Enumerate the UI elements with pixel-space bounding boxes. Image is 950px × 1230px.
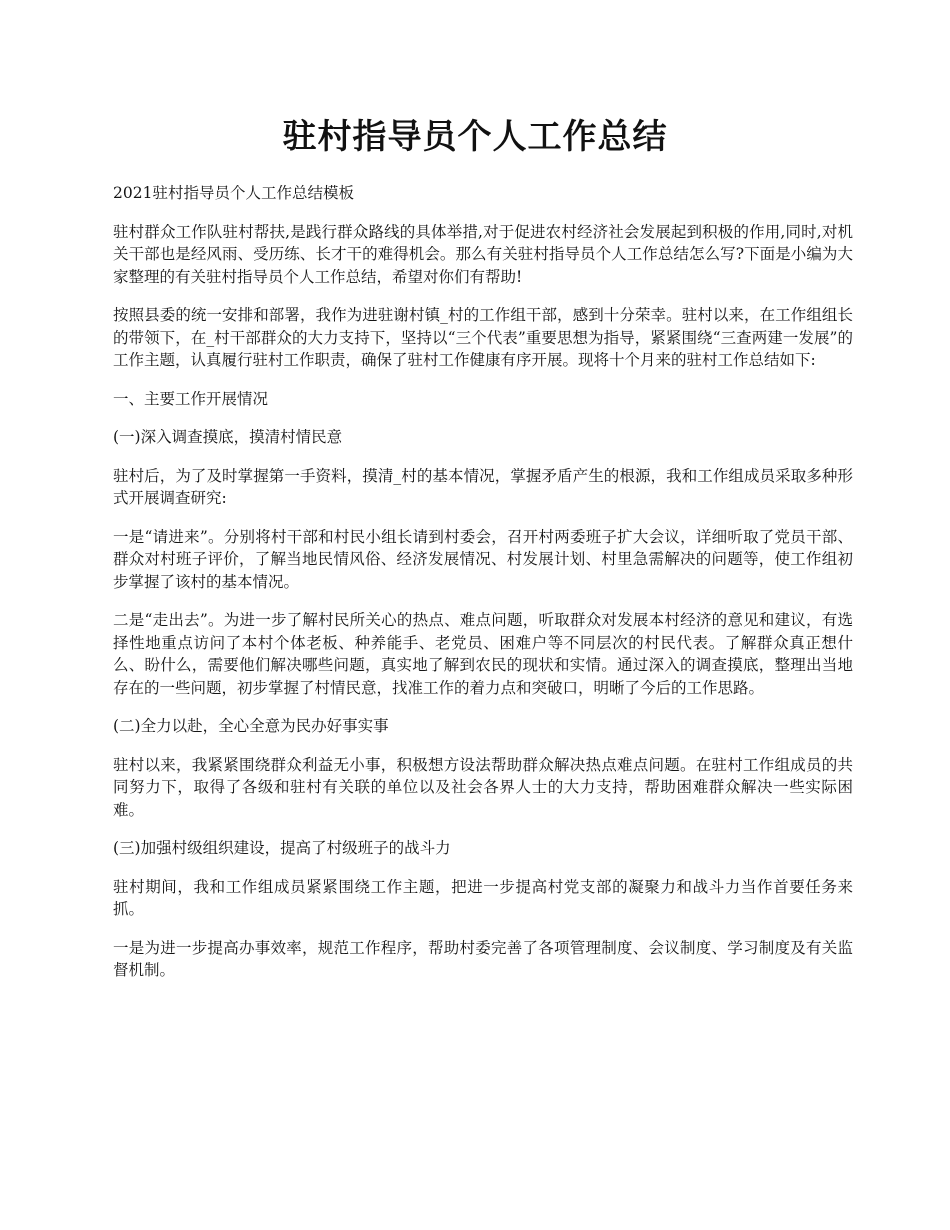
document-title: 驻村指导员个人工作总结 bbox=[282, 117, 668, 157]
body-paragraph: 二是“走出去”。为进一步了解村民所关心的热点、难点问题，听取群众对发展本村经济的意见和建议，有选择性地重点访问了本村个体老板、种养能手、老党员、困难户等不同层次的村民代表。了解群众真正想什么、盼什么，需要他们解决哪些问题，真实地了解到农民的现状和实情。通过深入的调查摸底，整理出当地存在的一些问题，初步掌握了村情民意，找准工作的着力点和突破口，明晰了今后的工作思路。 bbox=[113, 611, 853, 697]
body-paragraph: 一是“请进来”。分别将村干部和村民小组长请到村委会，召开村两委班子扩大会议，详细听取了党员干部、群众对村班子评价，了解当地民情风俗、经济发展情况、村发展计划、村里急需解决的问题等，使工作组初步掌握了该村的基本情况。 bbox=[113, 527, 853, 591]
subsection-heading: (二)全力以赴，全心全意为民办好事实事 bbox=[113, 717, 389, 735]
document-body bbox=[113, 182, 853, 998]
body-paragraph: 驻村期间，我和工作组成员紧紧围绕工作主题，把进一步提高村党支部的凝聚力和战斗力当作首要任务来抓。 bbox=[113, 877, 853, 918]
subsection-heading: (一)深入调查摸底，摸清村情民意 bbox=[113, 428, 343, 446]
subtitle-paragraph: 2021驻村指导员个人工作总结模板 bbox=[113, 184, 354, 202]
background-paragraph: 按照县委的统一安排和部署，我作为进驻谢村镇_村的工作组干部，感到十分荣幸。驻村以来，在工作组组长的带领下，在_村干部群众的大力支持下，坚持以“三个代表”重要思想为指导，紧紧围绕“三查两建一发展”的工作主题，认真履行驻村工作职责，确保了驻村工作健康有序开展。现将十个月来的驻村工作总结如下: bbox=[113, 306, 853, 369]
body-paragraph: 一是为进一步提高办事效率，规范工作程序，帮助村委完善了各项管理制度、会议制度、学习制度及有关监督机制。 bbox=[113, 938, 853, 979]
section-heading: 一、主要工作开展情况 bbox=[113, 389, 269, 408]
body-paragraph: 驻村以来，我紧紧围绕群众利益无小事，积极想方设法帮助群众解决热点难点问题。在驻村工作组成员的共同努力下，取得了各级和驻村有关联的单位以及社会各界人士的大力支持，帮助困难群众解决一些实际困难。 bbox=[113, 755, 853, 819]
intro-paragraph: 驻村群众工作队驻村帮扶,是践行群众路线的具体举措,对于促进农村经济社会发展起到积极的作用,同时,对机关干部也是经风雨、受历练、长才干的难得机会。那么有关驻村指导员个人工作总结怎么写?下面是小编为大家整理的有关驻村指导员个人工作总结，希望对你们有帮助! bbox=[113, 222, 853, 286]
body-paragraph: 驻村后，为了及时掌握第一手资料，摸清_村的基本情况，掌握矛盾产生的根源，我和工作组成员采取多种形式开展调查研究: bbox=[113, 466, 853, 507]
subsection-heading: (三)加强村级组织建设，提高了村级班子的战斗力 bbox=[113, 839, 451, 857]
